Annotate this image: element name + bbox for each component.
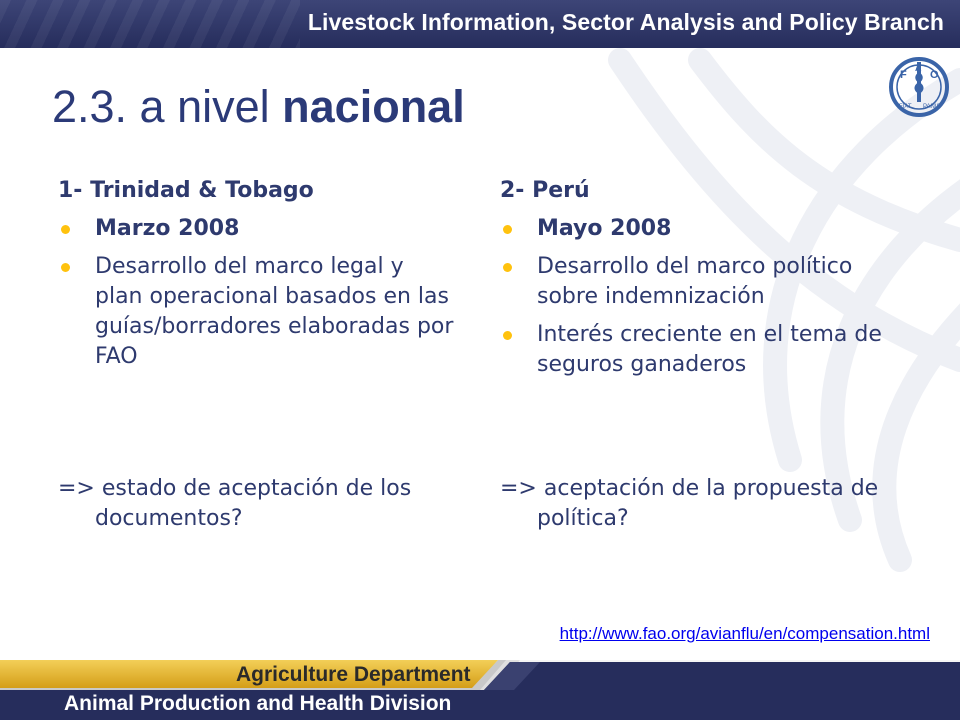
list-item xyxy=(500,320,920,380)
header-title: Livestock Information, Sector Analysis and Policy Branch xyxy=(307,9,944,35)
bullet-icon xyxy=(503,225,512,234)
bullet-icon xyxy=(61,263,70,272)
header-stripe-decoration xyxy=(0,0,300,48)
list-item xyxy=(500,214,920,244)
svg-text:FIAT: FIAT xyxy=(899,104,912,110)
bullet-text: Interés creciente en el tema de seguros ganaderos xyxy=(537,322,882,377)
footer-division: Animal Production and Health Division xyxy=(64,692,452,715)
bullet-text: Desarrollo del marco legal y plan operacional basados en las guías/borradores elaboradas por FAO xyxy=(95,254,454,369)
fao-logo xyxy=(888,54,950,124)
right-column xyxy=(500,176,920,388)
list-item xyxy=(58,214,458,244)
right-bullet-list xyxy=(500,214,920,380)
bullet-text: Marzo 2008 xyxy=(95,216,240,241)
left-conclusion: => estado de aceptación de los documentos? xyxy=(58,476,412,531)
bullet-icon xyxy=(61,225,70,234)
svg-text:O: O xyxy=(930,69,939,81)
right-heading: 2- Perú xyxy=(500,178,590,203)
left-bullet-list xyxy=(58,214,458,372)
left-heading: 1- Trinidad & Tobago xyxy=(58,178,314,203)
left-column xyxy=(58,176,458,380)
right-conclusion: => aceptación de la propuesta de política? xyxy=(500,476,879,531)
slide-title xyxy=(52,80,465,134)
list-item xyxy=(500,252,920,312)
slide-title-bold: nacional xyxy=(282,81,465,132)
fao-logo-text: F xyxy=(900,69,907,81)
list-item xyxy=(58,252,458,372)
bullet-text: Mayo 2008 xyxy=(537,216,672,241)
bullet-icon xyxy=(503,331,512,340)
compensation-link[interactable]: http://www.fao.org/avianflu/en/compensation.html xyxy=(559,624,930,643)
header-bar xyxy=(0,0,960,48)
bullet-text: Desarrollo del marco político sobre indemnización xyxy=(537,254,853,309)
svg-text:A: A xyxy=(915,63,922,73)
footer-department: Agriculture Department xyxy=(236,663,471,686)
svg-text:PANIS: PANIS xyxy=(923,104,941,110)
bullet-icon xyxy=(503,263,512,272)
slide-title-prefix: 2.3. a nivel xyxy=(52,81,283,132)
